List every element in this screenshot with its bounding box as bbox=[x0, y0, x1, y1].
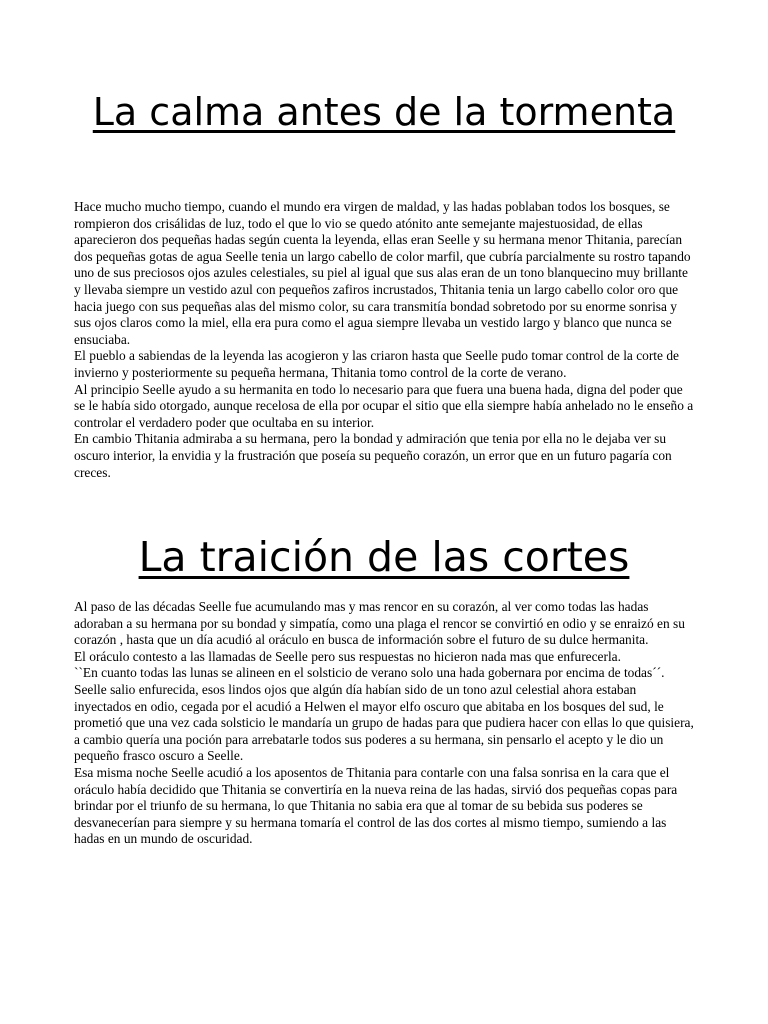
section-title-calma: La calma antes de la tormenta bbox=[92, 90, 676, 134]
paragraph: Al paso de las décadas Seelle fue acumulando mas y mas rencor en su corazón, al ver como todas las hadas adoraban a su hermana por su bondad y simpatía, como una plaga el rencor se convirtió en odio y se enraizó en su corazón , hasta que un día acudió al oráculo en busca de información sobre el futuro de su dulce hermanita. bbox=[74, 599, 685, 648]
section-body-calma bbox=[74, 199, 696, 481]
section-body-traicion bbox=[74, 599, 696, 848]
paragraph: Al principio Seelle ayudo a su hermanita en todo lo necesario para que fuera una buena hada, digna del poder que se le había sido otorgado, aunque recelosa de ella por ocupar el sitio que ella siempre había anhelado no le enseño a controlar el verdadero poder que ocultaba en su interior. bbox=[74, 381, 694, 430]
paragraph: Esa misma noche Seelle acudió a los aposentos de Thitania para contarle con una falsa sonrisa en la cara que el oráculo había decidido que Thitania se convertiría en la nueva reina de las hadas, sirvió dos pequeñas copas para brindar por el triunfo de su hermana, lo que Thitania no sabia era que al tomar de su bebida sus poderes se desvanecerían para siempre y su hermana tomaría el control de las dos cortes al mismo tiempo, sumiendo a las hadas en un mundo de oscuridad. bbox=[74, 764, 678, 847]
paragraph: Hace mucho mucho tiempo, cuando el mundo era virgen de maldad, y las hadas poblaban todos los bosques, se rompieron dos crisálidas de luz, todo el que lo vio se quedo atónito ante semejante majestuosidad, de ellas aparecieron dos pequeñas hadas según cuenta la leyenda, ellas eran Seelle y su hermana menor Thitania, parecían dos pequeñas gotas de agua Seelle tenia un largo cabello de color marfil, que cubría parcialmente su rostro tapando uno de sus preciosos ojos azules celestiales, su piel al igual que sus alas eran de un tono blanquecino muy brillante y llevaba siempre un vestido azul con pequeños zafiros incrustados, Thitania tenia un largo cabello color oro que hacia juego con sus pequeñas alas del mismo color, su cara transmitía bondad sobretodo por su enorme sonrisa y sus ojos claros como la miel, ella era pura como el agua siempre llevaba un vestido largo y blanco que nunca se ensuciaba. bbox=[74, 199, 691, 347]
paragraph: El pueblo a sabiendas de la leyenda las acogieron y las criaron hasta que Seelle pudo tomar control de la corte de invierno y posteriormente su pequeña hermana, Thitania tomo control de la corte de verano. bbox=[74, 348, 679, 380]
paragraph: Seelle salio enfurecida, esos lindos ojos que algún día habían sido de un tono azul celestial ahora estaban inyectados en odio, cegada por el acudió a Helwen el mayor elfo oscuro que abitaba en los bosques del sud, le prometió que una vez cada solsticio le mandaría un grupo de hadas para que pudiera hacer con ellas lo que quisiera, a cambio quería una poción para arrebatarle todos sus poderes a su hermana, sin pensarlo el acepto y le dio un pequeño frasco oscuro a Seelle. bbox=[74, 681, 694, 764]
paragraph: ``En cuanto todas las lunas se alineen en el solsticio de verano solo una hada gobernara por encima de todas´´. bbox=[74, 665, 665, 681]
paragraph: El oráculo contesto a las llamadas de Seelle pero sus respuestas no hicieron nada mas que enfurecerla. bbox=[74, 648, 621, 664]
section-title-traicion: La traición de las cortes bbox=[138, 533, 630, 581]
paragraph: En cambio Thitania admiraba a su hermana, pero la bondad y admiración que tenia por ella no le dejaba ver su oscuro interior, la envidia y la frustración que poseía su pequeño corazón, un error que en un futuro pagaría con creces. bbox=[74, 431, 672, 480]
